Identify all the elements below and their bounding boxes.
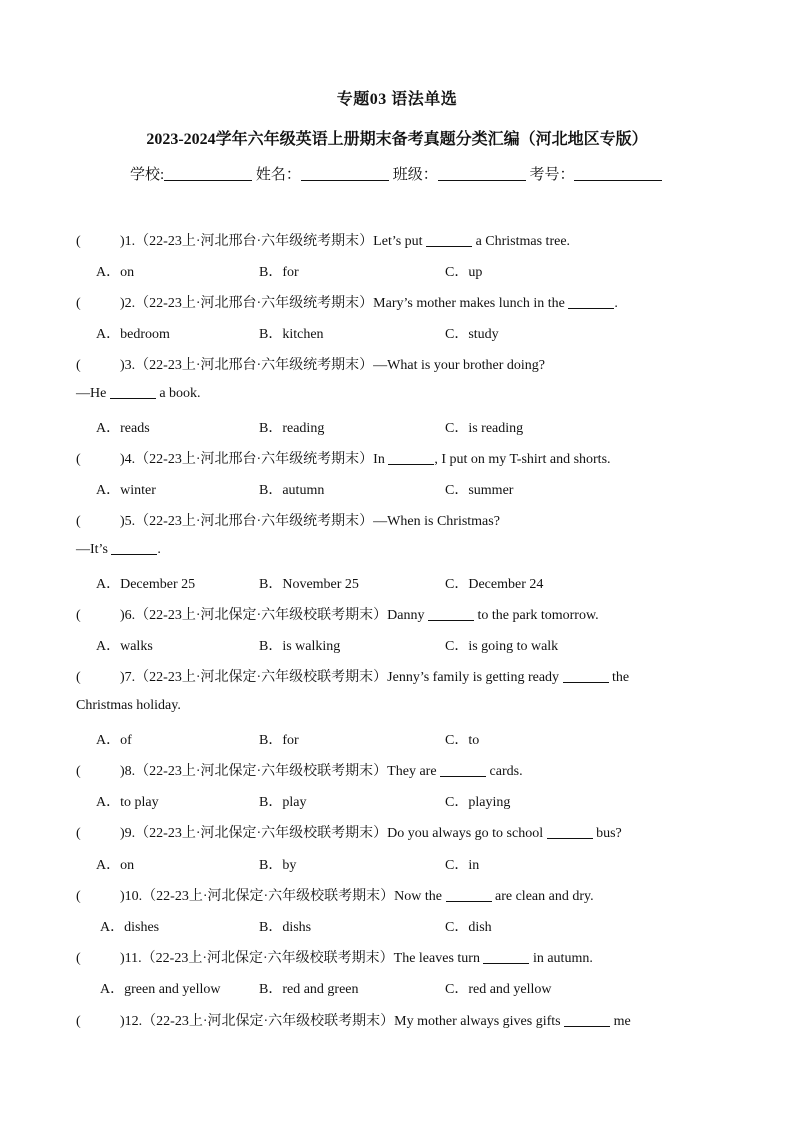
blank <box>564 1014 610 1027</box>
blank <box>388 452 434 465</box>
question-number: )4. <box>120 452 136 467</box>
question-text-end: me <box>613 1014 631 1029</box>
answer-paren[interactable]: ( <box>76 889 81 904</box>
question-4 <box>76 448 611 468</box>
question-number: )12. <box>120 1014 143 1029</box>
question-text: —He <box>76 386 107 401</box>
answer-paren[interactable]: ( <box>76 296 81 311</box>
question-7-continuation: Christmas holiday. <box>76 698 181 713</box>
answer-paren[interactable]: ( <box>76 608 81 623</box>
question-source: （22-23上·河北邢台·六年级统考期末） <box>135 358 374 373</box>
question-3 <box>76 354 545 374</box>
blank <box>110 386 156 399</box>
answer-paren[interactable]: ( <box>76 764 81 779</box>
question-source: （22-23上·河北保定·六年级校联考期末） <box>141 951 394 966</box>
option-c[interactable]: C．playing <box>445 795 511 810</box>
question-number: )2. <box>120 296 136 311</box>
blank <box>440 764 486 777</box>
question-text: Jenny’s family is getting ready <box>387 670 560 685</box>
option-b[interactable]: B．is walking <box>259 639 341 654</box>
answer-paren[interactable]: ( <box>76 514 81 529</box>
answer-paren[interactable]: ( <box>76 1014 81 1029</box>
option-c[interactable]: C．up <box>445 265 483 280</box>
blank <box>483 951 529 964</box>
option-b[interactable]: B．by <box>259 858 297 873</box>
option-a[interactable]: A．green and yellow <box>100 982 221 997</box>
question-source: （22-23上·河北保定·六年级校联考期末） <box>135 764 388 779</box>
question-number: )11. <box>120 951 142 966</box>
answer-paren[interactable]: ( <box>76 358 81 373</box>
question-text: They are <box>387 764 437 779</box>
question-source: （22-23上·河北保定·六年级校联考期末） <box>142 1014 395 1029</box>
question-8 <box>76 760 523 780</box>
question-text-end: , I put on my T-shirt and shorts. <box>434 452 611 467</box>
question-text-end: bus? <box>596 826 622 841</box>
option-a[interactable]: A．of <box>96 733 132 748</box>
question-text-end: are clean and dry. <box>495 889 594 904</box>
question-text: Do you always go to school <box>387 826 544 841</box>
option-a[interactable]: A．on <box>96 858 135 873</box>
question-source: （22-23上·河北邢台·六年级统考期末） <box>135 234 374 249</box>
answer-paren[interactable]: ( <box>76 670 81 685</box>
option-b[interactable]: B．for <box>259 265 299 280</box>
question-11 <box>76 947 593 967</box>
question-source: （22-23上·河北邢台·六年级统考期末） <box>135 452 374 467</box>
student-info-row <box>130 163 662 184</box>
question-5-continuation <box>76 542 161 558</box>
answer-paren[interactable]: ( <box>76 826 81 841</box>
question-10 <box>76 885 594 905</box>
option-c[interactable]: C．study <box>445 327 499 342</box>
exam-number-label: 考号： <box>529 167 575 183</box>
question-5 <box>76 510 500 530</box>
question-number: )8. <box>120 764 136 779</box>
question-text: Mary’s mother makes lunch in the <box>373 296 565 311</box>
option-a[interactable]: A．bedroom <box>96 327 170 342</box>
option-a[interactable]: A．reads <box>96 421 150 436</box>
option-c[interactable]: C．December 24 <box>445 577 544 592</box>
question-9 <box>76 822 622 842</box>
option-a[interactable]: A．winter <box>96 483 156 498</box>
option-c[interactable]: C．dish <box>445 920 492 935</box>
option-b[interactable]: B．November 25 <box>259 577 359 592</box>
option-a[interactable]: A．on <box>96 265 135 280</box>
blank <box>446 889 492 902</box>
option-b[interactable]: B．autumn <box>259 483 325 498</box>
answer-paren[interactable]: ( <box>76 452 81 467</box>
blank <box>563 670 609 683</box>
option-a[interactable]: A．walks <box>96 639 153 654</box>
question-12 <box>76 1010 631 1030</box>
option-b[interactable]: B．dishs <box>259 920 312 935</box>
blank <box>547 826 593 839</box>
option-a[interactable]: A．dishes <box>100 920 160 935</box>
question-number: )3. <box>120 358 136 373</box>
option-b[interactable]: B．kitchen <box>259 327 324 342</box>
question-7 <box>76 666 629 686</box>
question-text-end: . <box>157 542 161 557</box>
option-b[interactable]: B．for <box>259 733 299 748</box>
question-text: —When is Christmas? <box>373 514 500 529</box>
question-3-continuation <box>76 386 201 402</box>
question-text-end: a book. <box>159 386 201 401</box>
exam-number-blank[interactable] <box>574 166 662 181</box>
question-number: )10. <box>120 889 143 904</box>
question-text: Danny <box>387 608 425 623</box>
class-label: 班级： <box>392 167 438 183</box>
answer-paren[interactable]: ( <box>76 234 81 249</box>
question-number: )6. <box>120 608 136 623</box>
question-number: )5. <box>120 514 136 529</box>
question-text: My mother always gives gifts <box>394 1014 561 1029</box>
blank <box>568 296 614 309</box>
blank <box>426 234 472 247</box>
question-number: )1. <box>120 234 136 249</box>
page-title: 专题03 语法单选 <box>336 91 458 108</box>
question-text: Let’s put <box>373 234 423 249</box>
question-source: （22-23上·河北保定·六年级校联考期末） <box>135 670 388 685</box>
question-source: （22-23上·河北保定·六年级校联考期末） <box>135 826 388 841</box>
question-text-end: in autumn. <box>532 951 593 966</box>
name-label: 姓名： <box>255 167 301 183</box>
option-c[interactable]: C．in <box>445 858 480 873</box>
option-b[interactable]: B．red and green <box>259 982 359 997</box>
question-text: In <box>373 452 385 467</box>
option-c[interactable]: C．to <box>445 733 480 748</box>
school-blank[interactable] <box>164 166 252 181</box>
class-blank[interactable] <box>438 166 526 181</box>
question-text-end: a Christmas tree. <box>475 234 571 249</box>
option-c[interactable]: C．summer <box>445 483 514 498</box>
option-b[interactable]: B．play <box>259 795 307 810</box>
question-source: （22-23上·河北保定·六年级校联考期末） <box>135 608 388 623</box>
name-blank[interactable] <box>301 166 389 181</box>
question-source: （22-23上·河北邢台·六年级统考期末） <box>135 514 374 529</box>
option-c[interactable]: C．is reading <box>445 421 524 436</box>
question-text: —What is your brother doing? <box>373 358 546 373</box>
page-subtitle: 2023-2024学年六年级英语上册期末备考真题分类汇编（河北地区专版） <box>146 131 648 148</box>
option-a[interactable]: A．to play <box>96 795 159 810</box>
question-2 <box>76 292 618 312</box>
question-text-end: . <box>614 296 618 311</box>
option-b[interactable]: B．reading <box>259 421 325 436</box>
option-c[interactable]: C．is going to walk <box>445 639 559 654</box>
option-a[interactable]: A．December 25 <box>96 577 196 592</box>
question-source: （22-23上·河北邢台·六年级统考期末） <box>135 296 374 311</box>
question-text: —It’s <box>76 542 108 557</box>
question-text: Now the <box>394 889 442 904</box>
question-text-end: the <box>612 670 630 685</box>
question-text: The leaves turn <box>393 951 480 966</box>
school-label: 学校: <box>130 167 165 183</box>
answer-paren[interactable]: ( <box>76 951 81 966</box>
question-number: )7. <box>120 670 136 685</box>
question-1 <box>76 230 570 250</box>
option-c[interactable]: C．red and yellow <box>445 982 552 997</box>
blank <box>428 608 474 621</box>
question-number: )9. <box>120 826 136 841</box>
question-text-end: cards. <box>489 764 523 779</box>
question-6 <box>76 604 599 624</box>
question-source: （22-23上·河北保定·六年级校联考期末） <box>142 889 395 904</box>
question-text-end: to the park tomorrow. <box>477 608 599 623</box>
blank <box>111 542 157 555</box>
